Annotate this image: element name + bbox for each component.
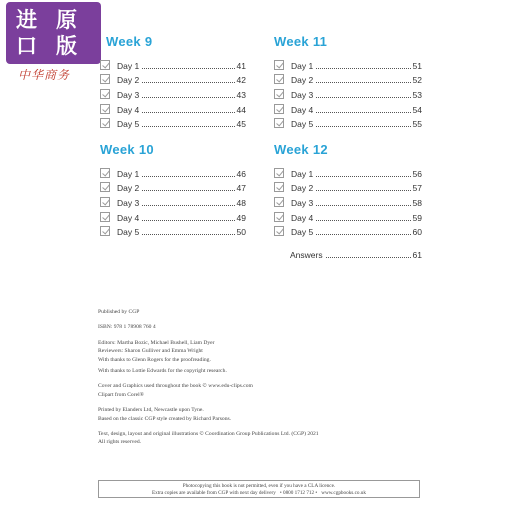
day-label: Day 1 xyxy=(291,168,314,179)
page-number: 47 xyxy=(236,183,246,194)
page-number: 49 xyxy=(236,212,246,223)
toc-row[interactable] xyxy=(274,179,422,194)
page-number: 60 xyxy=(412,227,422,238)
copyright: Text, design, layout and original illustrations © Coordination Group Publications Ltd. (CGP) 2021 xyxy=(98,431,319,438)
day-label: Day 3 xyxy=(291,198,314,209)
day-label: Day 5 xyxy=(291,119,314,130)
answers-row[interactable] xyxy=(290,248,422,260)
notice-line1: Photocopying this book is not permitted, even if you have a CLA licence. xyxy=(182,483,336,489)
toc-row[interactable] xyxy=(100,164,246,179)
toc-row[interactable] xyxy=(274,164,422,179)
toc-row[interactable] xyxy=(274,208,422,223)
publisher-logo xyxy=(6,2,101,86)
checkbox-icon[interactable] xyxy=(100,118,110,128)
page-number: 57 xyxy=(412,183,422,194)
dot-leader xyxy=(316,220,410,221)
logo-char: 原 xyxy=(56,8,77,32)
checkbox-icon[interactable] xyxy=(100,226,110,236)
page-number: 56 xyxy=(412,168,422,179)
week-title: Week 11 xyxy=(274,34,328,49)
notice-line2 xyxy=(99,490,419,497)
isbn: ISBN: 978 1 78908 760 4 xyxy=(98,324,156,331)
checkbox-icon[interactable] xyxy=(274,168,284,178)
thanks-proofreading: With thanks to Glenn Rogers for the proofreading. xyxy=(98,356,211,363)
checkbox-icon[interactable] xyxy=(274,60,284,70)
dot-leader xyxy=(142,234,234,235)
page-number: 44 xyxy=(236,104,246,115)
checkbox-icon[interactable] xyxy=(274,104,284,114)
clipart-credit: Clipart from Corel® xyxy=(98,391,144,398)
toc-row[interactable] xyxy=(274,56,422,71)
toc-row[interactable] xyxy=(100,223,246,238)
day-label: Day 5 xyxy=(291,227,314,238)
phone-number: • 0800 1712 712 • xyxy=(279,490,318,496)
answers-label: Answers xyxy=(290,250,323,260)
day-label: Day 5 xyxy=(117,119,140,130)
checkbox-icon[interactable] xyxy=(274,212,284,222)
logo-subtitle: 中华商务 xyxy=(18,68,71,82)
dot-leader xyxy=(326,257,411,258)
toc-row[interactable] xyxy=(100,56,246,71)
day-label: Day 1 xyxy=(117,168,140,179)
day-label: Day 2 xyxy=(117,183,140,194)
toc-row[interactable] xyxy=(274,71,422,86)
toc-row[interactable] xyxy=(274,193,422,208)
dot-leader xyxy=(316,68,410,69)
page-number: 42 xyxy=(236,75,246,86)
toc-row[interactable] xyxy=(100,71,246,86)
page-number: 58 xyxy=(412,198,422,209)
week-9-section xyxy=(100,34,246,129)
checkbox-icon[interactable] xyxy=(100,168,110,178)
page-number: 46 xyxy=(236,168,246,179)
day-label: Day 5 xyxy=(117,227,140,238)
checkbox-icon[interactable] xyxy=(274,182,284,192)
week-title: Week 12 xyxy=(274,142,328,157)
logo-char: 进 xyxy=(16,8,37,32)
dot-leader xyxy=(142,190,234,191)
logo-char: 口 xyxy=(16,34,37,58)
week-12-section xyxy=(274,142,422,237)
photocopy-notice xyxy=(98,480,420,498)
dot-leader xyxy=(316,234,410,235)
toc-row[interactable] xyxy=(100,85,246,100)
checkbox-icon[interactable] xyxy=(274,118,284,128)
page-number: 55 xyxy=(412,119,422,130)
page-number: 48 xyxy=(236,198,246,209)
page-number: 53 xyxy=(412,90,422,101)
published-by: Published by CGP xyxy=(98,309,140,315)
dot-leader xyxy=(316,112,410,113)
thanks-copyright: With thanks to Lottie Edwards for the copyright research. xyxy=(98,368,227,375)
page-number: 59 xyxy=(412,212,422,223)
toc-row[interactable] xyxy=(274,115,422,130)
dot-leader xyxy=(316,176,410,177)
checkbox-icon[interactable] xyxy=(274,74,284,84)
checkbox-icon[interactable] xyxy=(274,89,284,99)
checkbox-icon[interactable] xyxy=(100,104,110,114)
editors: Editors: Martha Bozic, Michael Bushell, Liam Dyer xyxy=(98,339,215,346)
dot-leader xyxy=(142,220,234,221)
checkbox-icon[interactable] xyxy=(100,74,110,84)
rights: All rights reserved. xyxy=(98,439,142,446)
page-number: 54 xyxy=(412,104,422,115)
checkbox-icon[interactable] xyxy=(100,182,110,192)
week-title: Week 9 xyxy=(106,34,153,49)
day-label: Day 3 xyxy=(117,90,140,101)
day-label: Day 1 xyxy=(291,60,314,71)
dot-leader xyxy=(142,112,234,113)
page-number: 50 xyxy=(236,227,246,238)
page-number: 45 xyxy=(236,119,246,130)
page-number: 41 xyxy=(236,60,246,71)
week-11-section xyxy=(274,34,422,129)
day-label: Day 4 xyxy=(291,104,314,115)
toc-row[interactable] xyxy=(274,100,422,115)
toc-row[interactable] xyxy=(100,193,246,208)
reviewers: Reviewers: Sharon Gulliver and Emma Wright xyxy=(98,348,203,355)
checkbox-icon[interactable] xyxy=(100,197,110,207)
dot-leader xyxy=(142,205,234,206)
page-number: 51 xyxy=(412,60,422,71)
week-title: Week 10 xyxy=(100,142,154,157)
based-on: Based on the classic CGP style created by Richard Parsons. xyxy=(98,415,232,422)
toc-row[interactable] xyxy=(274,223,422,238)
toc-row[interactable] xyxy=(100,179,246,194)
dot-leader xyxy=(316,126,410,127)
dot-leader xyxy=(142,176,234,177)
day-label: Day 3 xyxy=(291,90,314,101)
day-label: Day 4 xyxy=(291,212,314,223)
page-number: 52 xyxy=(412,75,422,86)
toc-row[interactable] xyxy=(100,100,246,115)
day-label: Day 1 xyxy=(117,60,140,71)
dot-leader xyxy=(316,190,410,191)
dot-leader xyxy=(142,82,234,83)
day-label: Day 4 xyxy=(117,212,140,223)
logo-char: 版 xyxy=(56,34,77,58)
page-number: 43 xyxy=(236,90,246,101)
toc-row[interactable] xyxy=(274,85,422,100)
checkbox-icon[interactable] xyxy=(100,89,110,99)
day-label: Day 4 xyxy=(117,104,140,115)
day-label: Day 2 xyxy=(291,183,314,194)
extra-copies-text: Extra copies are available from CGP with next day delivery xyxy=(152,490,276,496)
checkbox-icon[interactable] xyxy=(274,197,284,207)
dot-leader xyxy=(142,97,234,98)
printed-by: Printed by Elanders Ltd, Newcastle upon Tyne. xyxy=(98,407,204,414)
week-10-section xyxy=(100,142,246,237)
website-link[interactable]: www.cgpbooks.co.uk xyxy=(321,490,366,496)
toc-row[interactable] xyxy=(100,115,246,130)
cover-graphics: Cover and Graphics used throughout the book © www.edu-clips.com xyxy=(98,383,253,390)
checkbox-icon[interactable] xyxy=(100,212,110,222)
day-label: Day 2 xyxy=(117,75,140,86)
dot-leader xyxy=(142,126,234,127)
dot-leader xyxy=(316,97,410,98)
checkbox-icon[interactable] xyxy=(100,60,110,70)
checkbox-icon[interactable] xyxy=(274,226,284,236)
day-label: Day 3 xyxy=(117,198,140,209)
toc-row[interactable] xyxy=(100,208,246,223)
day-label: Day 2 xyxy=(291,75,314,86)
page-number: 61 xyxy=(412,250,422,260)
dot-leader xyxy=(316,205,410,206)
dot-leader xyxy=(316,82,410,83)
publisher-info xyxy=(98,308,428,447)
dot-leader xyxy=(142,68,234,69)
